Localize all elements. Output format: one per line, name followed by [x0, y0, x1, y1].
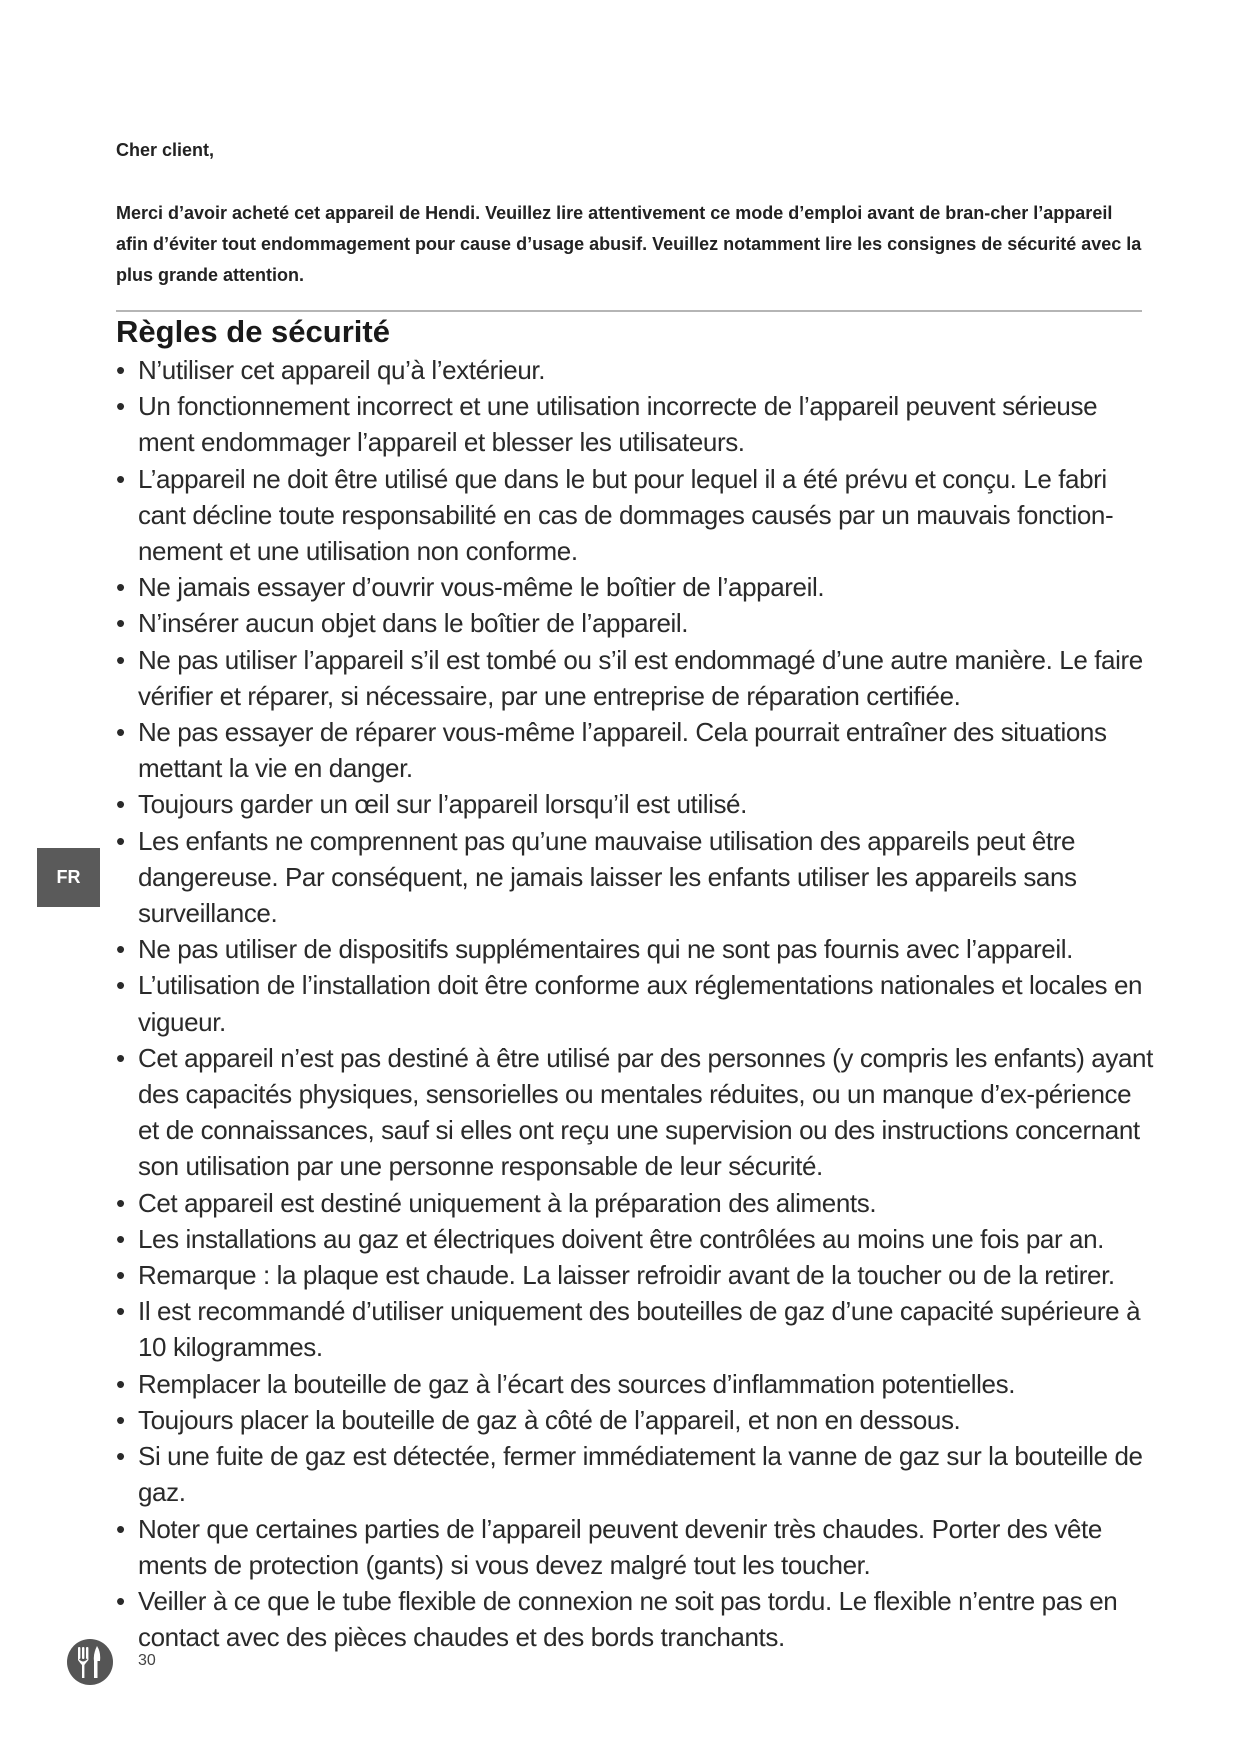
rule-item: [116, 967, 1156, 1039]
rule-text: Si une fuite de gaz est détectée, fermer immédiatement la vanne de gaz sur la bouteille de gaz.: [138, 1441, 1143, 1508]
rule-text: Noter que certaines parties de l’appareil peuvent devenir très chaudes. Porter des vête ments de protection (gants) si vous devez malgré tout les toucher.: [138, 1513, 1102, 1580]
rule-text: Toujours placer la bouteille de gaz à côté de l’appareil, et non en dessous.: [138, 1404, 961, 1435]
bullet-icon: •: [116, 1513, 125, 1544]
intro-paragraph: Merci d’avoir acheté cet appareil de Hendi. Veuillez lire attentivement ce mode d’emploi avant de bran-cher l’appareil afin d’éviter tout endommagement pour cause d’usage abusif. Veuillez notamment lire les consignes de sécurité avec la plus grande attention.: [116, 203, 1142, 285]
rule-text: Les installations au gaz et électriques doivent être contrôlées au moins une fois par an.: [138, 1223, 1104, 1254]
bullet-icon: •: [116, 717, 125, 748]
rule-text: Remplacer la bouteille de gaz à l’écart des sources d’inflammation potentielles.: [138, 1368, 1016, 1399]
rule-text: Les enfants ne comprennent pas qu’une mauvaise utilisation des appareils peut être dangereuse. Par conséquent, ne jamais laisser les enfants utiliser les appareils sans surveillance.: [138, 825, 1077, 929]
rule-text: Cet appareil est destiné uniquement à la préparation des aliments.: [138, 1187, 877, 1218]
rule-item: [116, 1366, 1156, 1402]
rule-item: [116, 388, 1156, 460]
rule-text: N’insérer aucun objet dans le boîtier de l’appareil.: [138, 608, 689, 639]
bullet-icon: •: [116, 608, 125, 639]
rule-item: [116, 931, 1156, 967]
rule-text: Cet appareil n’est pas destiné à être utilisé par des personnes (y compris les enfants) ayant des capacités physiques, sensorielles ou mentales réduites, ou un manque d’ex-périence et de connaissances, sauf si elles ont reçu une supervision ou des instructions concernant son utilisation par une personne responsable de leur sécurité.: [138, 1042, 1153, 1182]
language-tab: FR: [37, 848, 100, 907]
rule-text: Remarque : la plaque est chaude. La laisser refroidir avant de la toucher ou de la retirer.: [138, 1260, 1115, 1291]
bullet-icon: •: [116, 391, 125, 422]
rule-text: Un fonctionnement incorrect et une utilisation incorrecte de l’appareil peuvent sérieuse ment endommager l’appareil et blesser les utilisateurs.: [138, 391, 1098, 458]
section-title: Règles de sécurité: [116, 314, 390, 349]
bullet-icon: •: [116, 1296, 125, 1327]
rule-item: [116, 642, 1156, 714]
rule-item: [116, 605, 1156, 641]
rule-text: Ne pas utiliser de dispositifs supplémentaires qui ne sont pas fournis avec l’appareil.: [138, 934, 1073, 965]
section-divider: [116, 310, 1142, 312]
rule-item: [116, 714, 1156, 786]
rule-text: Il est recommandé d’utiliser uniquement des bouteilles de gaz d’une capacité supérieure à 10 kilogrammes.: [138, 1296, 1141, 1363]
rule-text: Ne pas utiliser l’appareil s’il est tombé ou s’il est endommagé d’une autre manière. Le faire vérifier et réparer, si nécessaire, par une entreprise de réparation certifiée.: [138, 644, 1143, 711]
bullet-icon: •: [116, 789, 125, 820]
rule-item: [116, 1040, 1156, 1185]
rule-item: [116, 1257, 1156, 1293]
rule-text: Toujours garder un œil sur l’appareil lorsqu’il est utilisé.: [138, 789, 747, 820]
rule-item: [116, 1583, 1156, 1655]
rule-item: [116, 1221, 1156, 1257]
rule-item: [116, 786, 1156, 822]
bullet-icon: •: [116, 355, 125, 385]
bullet-icon: •: [116, 644, 125, 675]
rule-item: [116, 1185, 1156, 1221]
rule-text: L’appareil ne doit être utilisé que dans le but pour lequel il a été prévu et conçu. Le fabri cant décline toute responsabilité en cas de dommages causés par un mauvais fonction-nement et une utilisation non conforme.: [138, 463, 1114, 567]
rule-item: [116, 1511, 1156, 1583]
bullet-icon: •: [116, 825, 125, 856]
bullet-icon: •: [116, 1260, 125, 1291]
hendi-cutlery-logo-icon: [66, 1638, 114, 1686]
greeting: Cher client,: [116, 140, 215, 160]
bullet-icon: •: [116, 970, 125, 1001]
rule-item: [116, 1402, 1156, 1438]
rule-item: [116, 352, 1156, 388]
rule-text: Veiller à ce que le tube flexible de connexion ne soit pas tordu. Le flexible n’entre pas en contact avec des pièces chaudes et des bords tranchants.: [138, 1585, 1118, 1653]
safety-rules-list: [116, 352, 1156, 1655]
bullet-icon: •: [116, 1368, 125, 1399]
bullet-icon: •: [116, 572, 125, 603]
rule-item: [116, 1293, 1156, 1365]
bullet-icon: •: [116, 1585, 125, 1616]
rule-text: Ne jamais essayer d’ouvrir vous-même le boîtier de l’appareil.: [138, 572, 825, 603]
bullet-icon: •: [116, 934, 125, 965]
bullet-icon: •: [116, 1223, 125, 1254]
bullet-icon: •: [116, 463, 125, 494]
rule-item: [116, 569, 1156, 605]
rule-item: [116, 461, 1156, 570]
rule-text: Ne pas essayer de réparer vous-même l’appareil. Cela pourrait entraîner des situations mettant la vie en danger.: [138, 717, 1107, 784]
bullet-icon: •: [116, 1404, 125, 1435]
rule-text: L’utilisation de l’installation doit être conforme aux réglementations nationales et locales en vigueur.: [138, 970, 1143, 1037]
bullet-icon: •: [116, 1441, 125, 1472]
page-number: 30: [138, 1652, 156, 1669]
rule-item: [116, 1438, 1156, 1510]
rule-text: N’utiliser cet appareil qu’à l’extérieur.: [138, 355, 546, 385]
rule-item: [116, 823, 1156, 932]
bullet-icon: •: [116, 1042, 125, 1073]
bullet-icon: •: [116, 1187, 125, 1218]
